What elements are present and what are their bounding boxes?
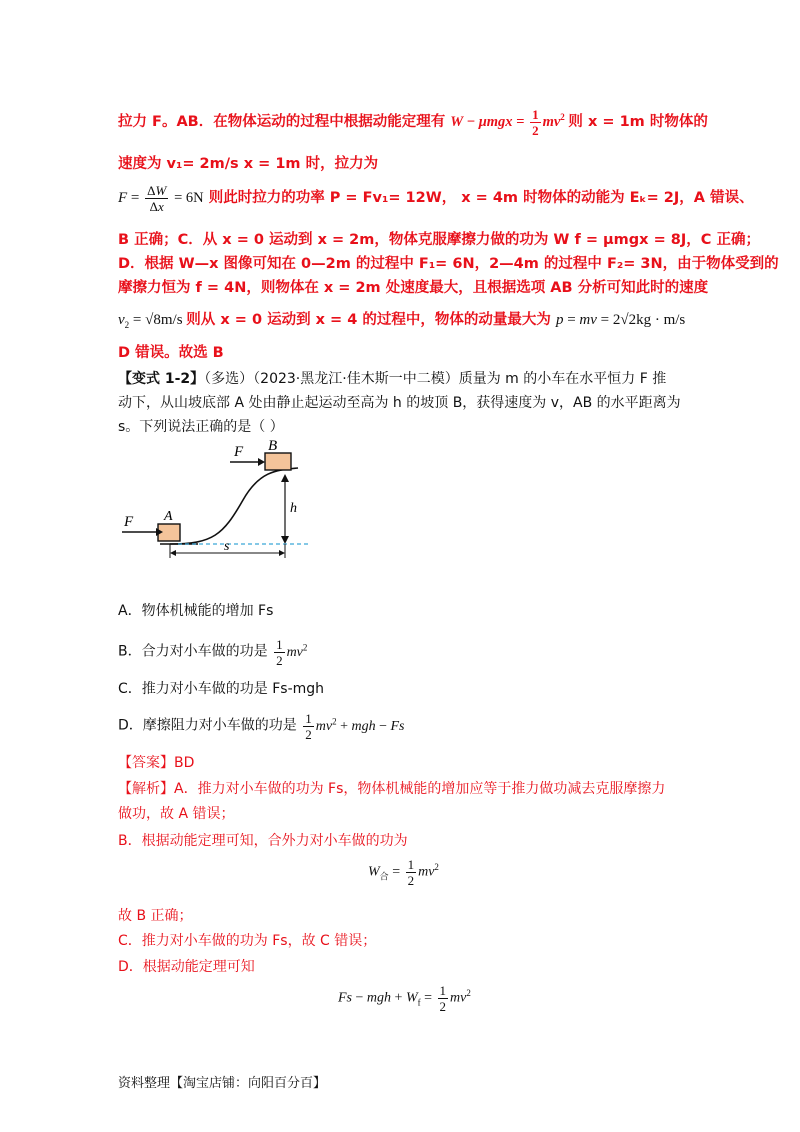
question-text: （多选）（2023·黑龙江·佳木斯一中二模）质量为 m 的小车在水平恒力 F 推 (204, 371, 667, 387)
label-h: h (290, 501, 297, 516)
footer-text: 资料整理【淘宝店铺：向阳百分百】 (118, 1076, 327, 1091)
solution-line-4: B 正确；C．从 x = 0 运动到 x = 2m，物体克服摩擦力做的功为 W f = μmgx = 8J，C 正确； (118, 232, 760, 248)
solution-line-8: D 错误。故选 B (118, 345, 224, 361)
friction-work-formula: Fs − mgh + $W_f$ = $\frac{1}{2}$ $mv^2$ (338, 983, 471, 1014)
solution-text: 则 x = 1m 时物体的 (568, 113, 708, 130)
analysis-line-5: C．推力对小车做的功为 Fs，故 C 错误； (118, 933, 377, 949)
question-tag: 【变式 1-2】 (118, 371, 205, 387)
analysis-line-1: 【解析】A．推力对小车做的功为 Fs，物体机械能的增加应等于推力做功减去克服摩擦力 (118, 781, 666, 797)
velocity-formula: $v_2 = √8m/s$ (118, 312, 187, 330)
label-a: A (164, 509, 173, 524)
solution-line-5: D．根据 W—x 图像可知在 0—2m 的过程中 F₁= 6N，2—4m 的过程中 F₂= 3N，由于物体受到的 (118, 256, 779, 272)
solution-line-7 (118, 308, 685, 330)
option-b-formula: $\frac{1}{2}$ $mv^2$ (276, 637, 308, 668)
option-d (118, 712, 405, 741)
option-c: C．推力对小车做的功是 Fs-mgh (118, 681, 325, 697)
question-line-2: 动下，从山坡底部 A 处由静止起运动至高为 h 的坡顶 B，获得速度为 v，AB 的水平距离为 (118, 395, 681, 411)
option-d-formula: $\frac{1}{2}$ $mv^2$ + mgh − Fs (305, 711, 405, 742)
question-line-1 (118, 368, 666, 388)
solution-text: 则从 x = 0 运动到 x = 4 的过程中，物体的动量最大为 (186, 312, 551, 328)
momentum-formula: p = mv = 2√2kg · m/s (555, 312, 686, 328)
force-value: = 6N (174, 189, 204, 206)
slope-diagram (118, 440, 318, 565)
slope-curve (170, 468, 298, 544)
analysis-line-3: B．根据动能定理可知，合外力对小车做的功为 (118, 833, 408, 849)
analysis-line-6: D．根据动能定理可知 (118, 959, 255, 975)
option-b (118, 638, 307, 667)
solution-line-2: 速度为 v₁= 2m/s x = 1m 时，拉力为 (118, 156, 379, 172)
option-d-text: D．摩擦阻力对小车做的功是 (118, 717, 297, 734)
solution-line-6: 摩擦力恒为 f = 4N，则物体在 x = 2m 处速度最大，且根据选项 AB 分析可知此时的速度 (118, 280, 709, 296)
answer-label: 【答案】BD (118, 755, 195, 771)
force-formula: F = $\frac{\Delta W}{\Delta x}$ (118, 183, 167, 214)
solution-line-3 (118, 184, 754, 213)
analysis-line-2: 做功，故 A 错误； (118, 806, 235, 822)
work-energy-formula: W − μmgx = $\frac{1}{2}$ $mv^2$ (450, 107, 565, 138)
label-f-top: F (234, 444, 244, 460)
question-line-3: s。下列说法正确的是（ ） (118, 419, 284, 435)
label-f-bottom: F (124, 514, 134, 530)
solution-text: 则此时拉力的功率 P = Fv₁= 12W， x = 4m 时物体的动能为 Eₖ= 2J，A 错误、 (208, 189, 754, 206)
label-b: B (268, 440, 278, 454)
option-b-text: B．合力对小车做的功是 (118, 643, 268, 660)
label-s: s (224, 539, 230, 554)
net-work-formula: $W_合$ = $\frac{1}{2}$ $mv^2$ (368, 857, 439, 888)
solution-line-1 (118, 108, 708, 137)
block-b (265, 453, 291, 470)
option-a: A．物体机械能的增加 Fs (118, 603, 274, 619)
analysis-line-4: 故 B 正确； (118, 908, 193, 924)
solution-text: 拉力 F。AB．在物体运动的过程中根据动能定理有 (118, 113, 446, 130)
